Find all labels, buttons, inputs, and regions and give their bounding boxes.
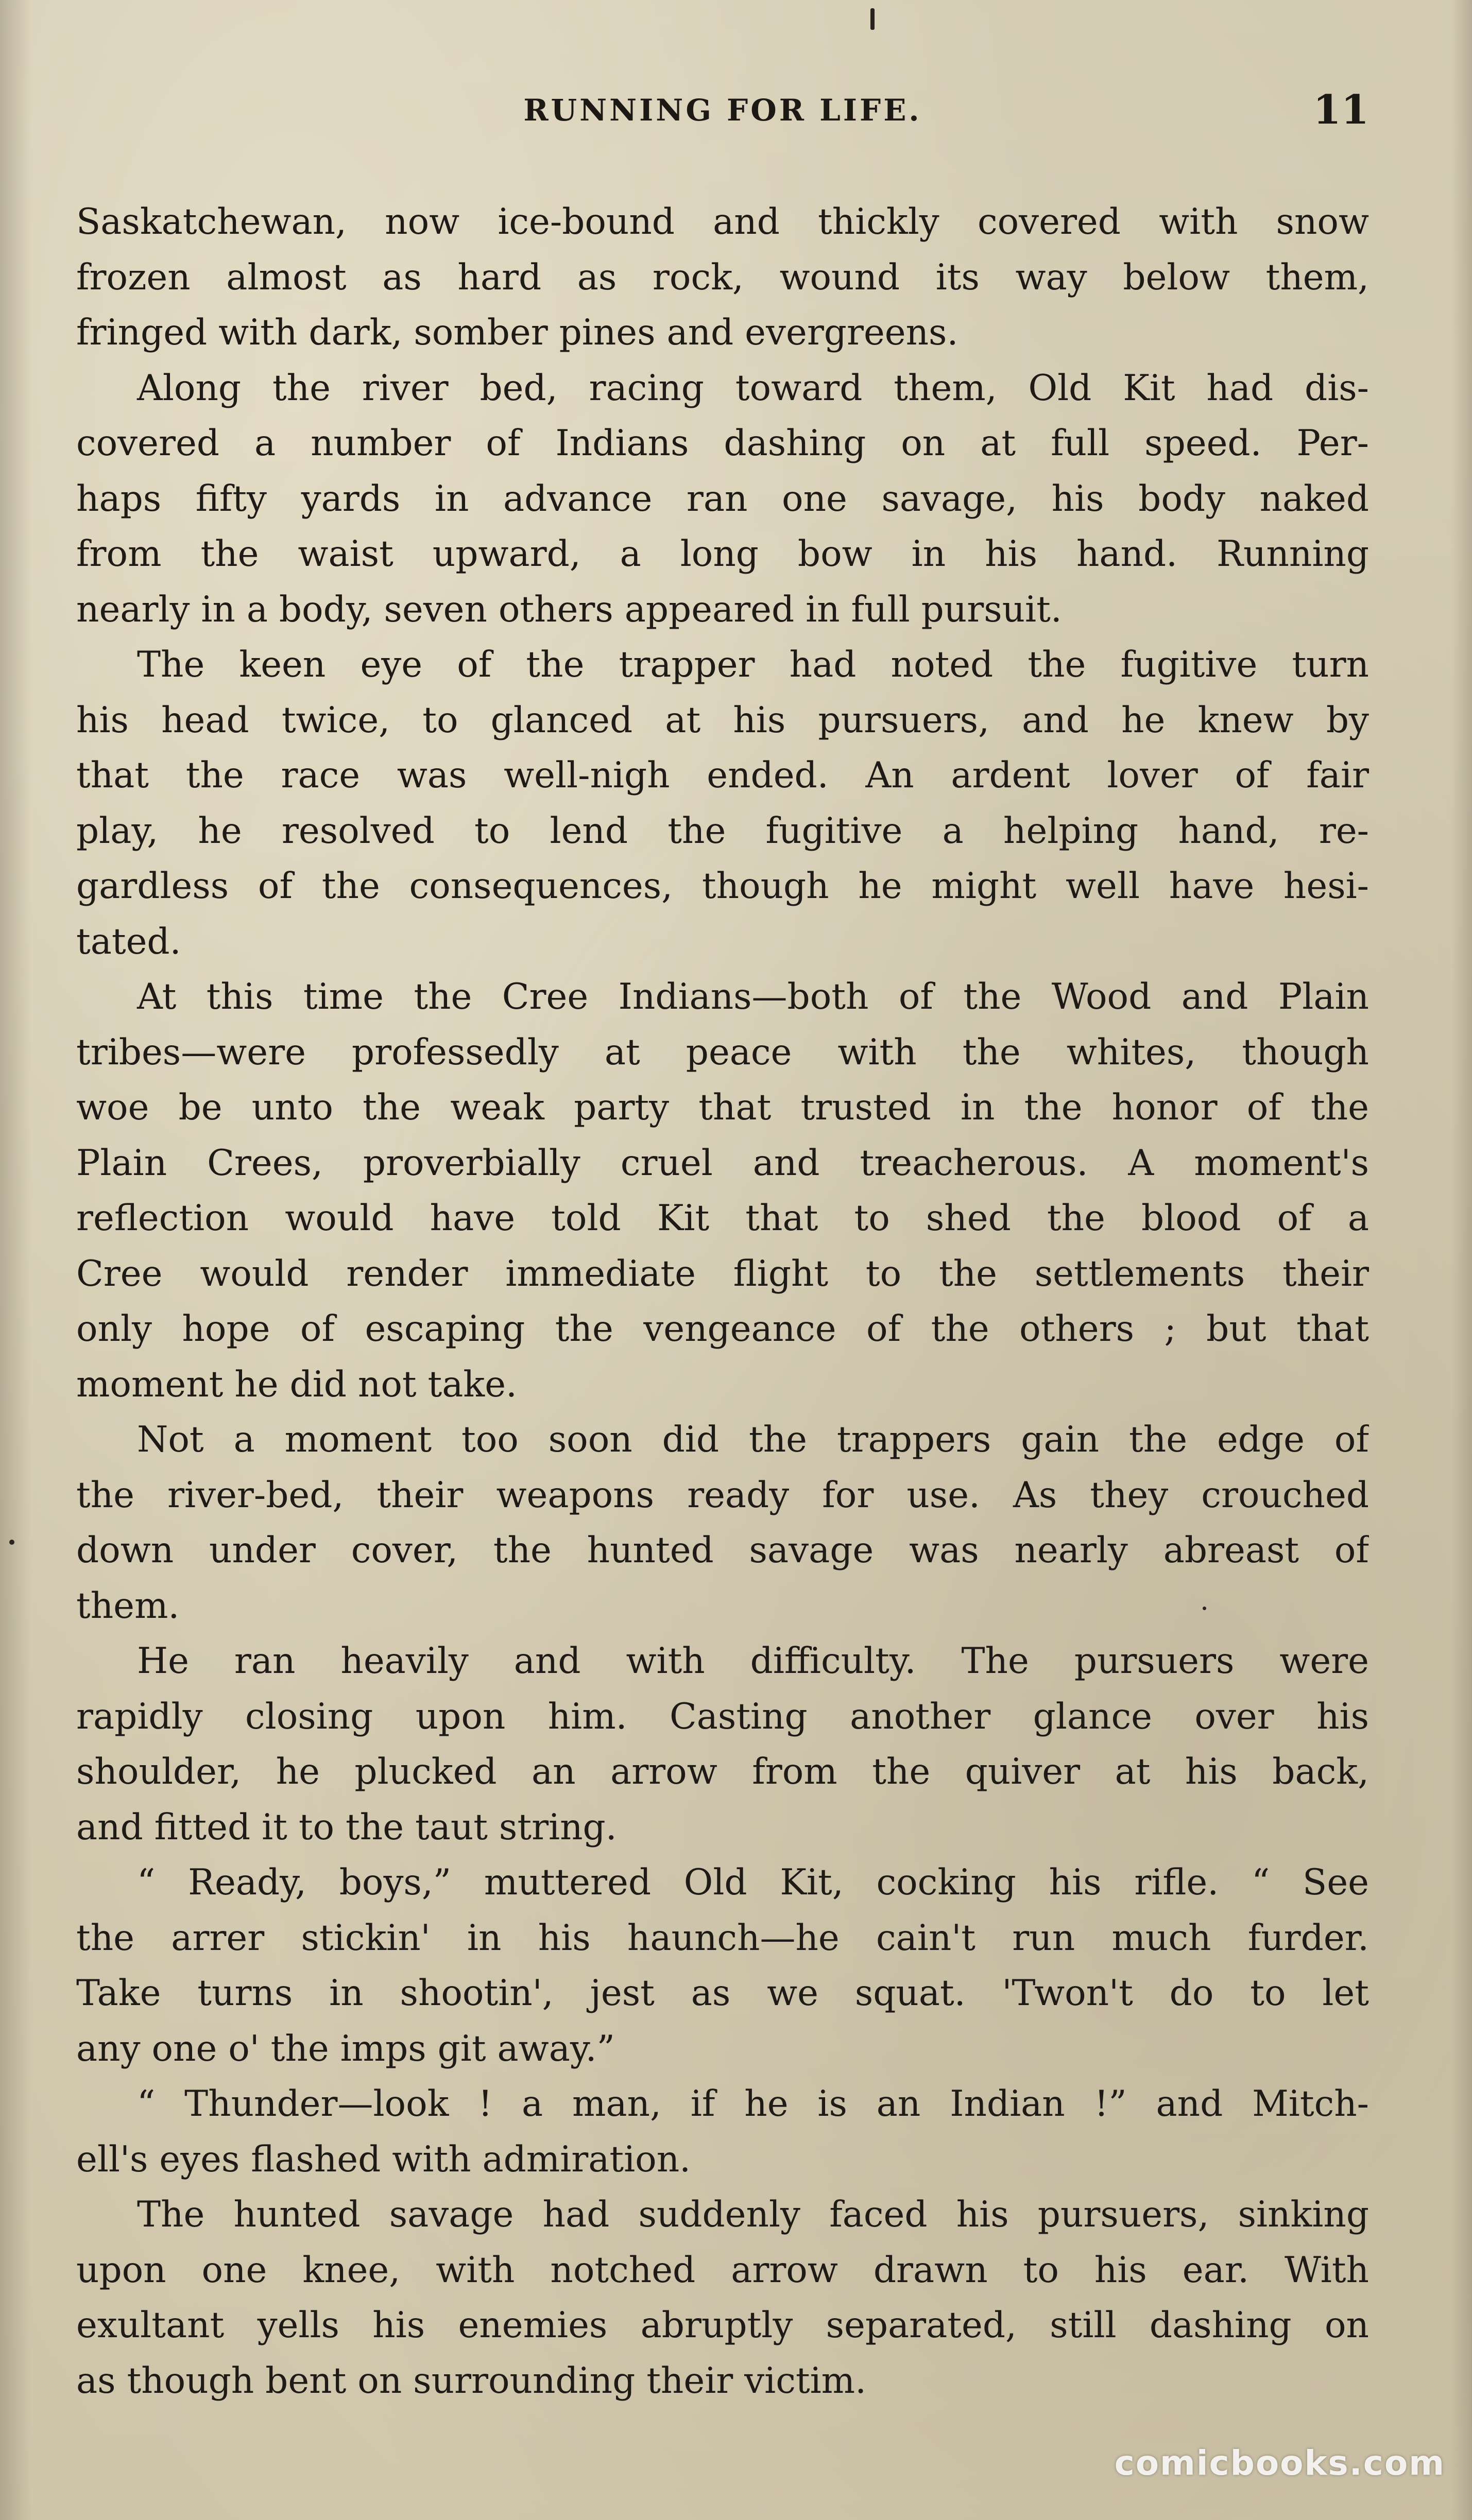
text-line: ell's eyes flashed with admiration.	[76, 2138, 691, 2180]
text-line: as though bent on surrounding their victim.	[76, 2360, 867, 2402]
text-line: “ Ready, boys,” muttered Old Kit, cocking his rifle. “ See	[137, 1862, 1369, 1903]
text-line: gardless of the consequences, though he might well have hesi-	[76, 866, 1369, 907]
text-line: Along the river bed, racing toward them, Old Kit had dis-	[137, 367, 1369, 409]
text-line: that the race was well-nigh ended. An ardent lover of fair	[76, 755, 1369, 796]
text-line: down under cover, the hunted savage was nearly abreast of	[76, 1530, 1369, 1571]
text-line: The keen eye of the trapper had noted the fugitive turn	[137, 644, 1369, 685]
page-number: 11	[1313, 87, 1369, 133]
text-line: Not a moment too soon did the trappers gain the edge of	[137, 1419, 1369, 1460]
text-line: them.	[76, 1585, 180, 1627]
text-line: play, he resolved to lend the fugitive a helping hand, re-	[76, 810, 1369, 852]
page-edge-shadow-left	[0, 0, 31, 2520]
text-line: frozen almost as hard as rock, wound its way below them,	[76, 256, 1369, 298]
ink-speck	[1203, 1607, 1206, 1610]
watermark: comicbooks.com	[1114, 2443, 1445, 2483]
ink-speck	[9, 1540, 14, 1545]
text-line: the river-bed, their weapons ready for use. As they crouched	[76, 1474, 1369, 1516]
text-line: woe be unto the weak party that trusted in the honor of the	[76, 1087, 1369, 1128]
text-line: Saskatchewan, now ice-bound and thickly covered with snow	[76, 201, 1369, 243]
text-line: haps fifty yards in advance ran one savage, his body naked	[76, 478, 1369, 520]
text-line: only hope of escaping the vengeance of the others ; but that	[76, 1308, 1369, 1350]
text-line: and fitted it to the taut string.	[76, 1806, 617, 1848]
text-line: shoulder, he plucked an arrow from the quiver at his back,	[76, 1751, 1369, 1792]
text-line: The hunted savage had suddenly faced his pursuers, sinking	[137, 2194, 1369, 2235]
text-line: Cree would render immediate flight to the settlements their	[76, 1253, 1369, 1294]
text-line: Plain Crees, proverbially cruel and treacherous. A moment's	[76, 1142, 1369, 1184]
text-line: his head twice, to glanced at his pursuers, and he knew by	[76, 699, 1369, 741]
page-edge-shadow-right	[1451, 0, 1472, 2520]
text-line: tribes—were professedly at peace with the whites, though	[76, 1031, 1369, 1073]
text-line: Take turns in shootin', jest as we squat. 'Twon't do to let	[76, 1973, 1369, 2014]
text-line: rapidly closing upon him. Casting another glance over his	[76, 1696, 1369, 1737]
text-line: fringed with dark, somber pines and evergreens.	[76, 312, 958, 353]
text-line: “ Thunder—look ! a man, if he is an Indian !” and Mitch-	[137, 2083, 1369, 2125]
text-line: moment he did not take.	[76, 1363, 517, 1405]
text-line: He ran heavily and with difficulty. The pursuers were	[137, 1641, 1369, 1682]
text-line: any one o' the imps git away.”	[76, 2028, 615, 2069]
text-line: from the waist upward, a long bow in his hand. Running	[76, 533, 1369, 575]
text-line: At this time the Cree Indians—both of the Wood and Plain	[137, 976, 1369, 1017]
text-line: covered a number of Indians dashing on at full speed. Per-	[76, 423, 1369, 464]
running-head: RUNNING FOR LIFE.	[523, 93, 922, 128]
page-header	[76, 87, 1369, 138]
text-line: exultant yells his enemies abruptly separated, still dashing on	[76, 2305, 1369, 2346]
text-line: the arrer stickin' in his haunch—he cain't run much furder.	[76, 1917, 1369, 1959]
text-line: tated.	[76, 921, 181, 962]
text-line: nearly in a body, seven others appeared in full pursuit.	[76, 589, 1062, 630]
ink-speck	[870, 8, 875, 30]
body-text	[76, 195, 1369, 2409]
text-line: upon one knee, with notched arrow drawn to his ear. With	[76, 2249, 1369, 2291]
text-line: reflection would have told Kit that to shed the blood of a	[76, 1198, 1369, 1239]
